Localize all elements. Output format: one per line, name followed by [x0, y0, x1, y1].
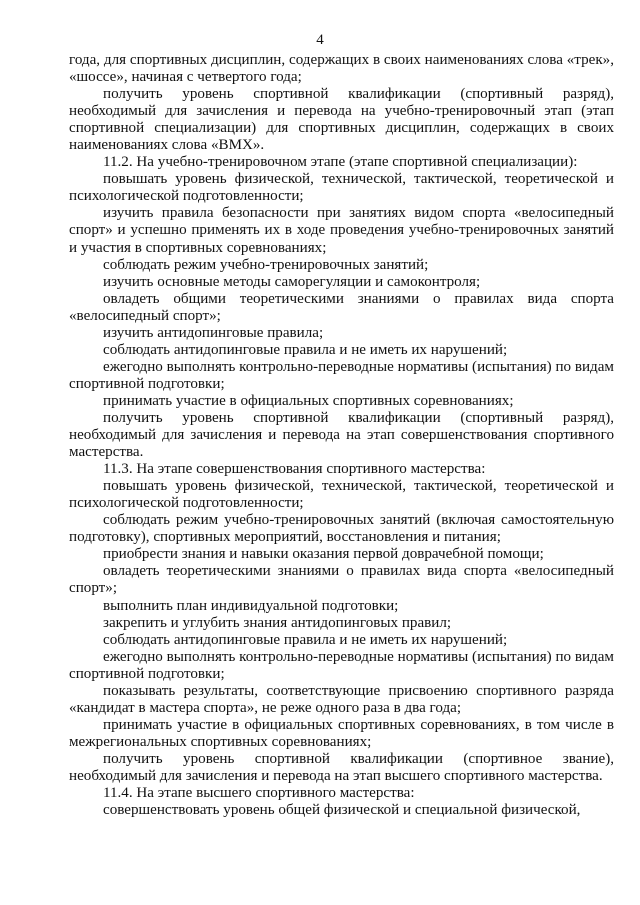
paragraph: овладеть общими теоретическими знаниями о правилах вида спорта «велосипедный спорт»;	[69, 290, 614, 324]
paragraph: соблюдать антидопинговые правила и не иметь их нарушений;	[103, 631, 508, 648]
section-heading: 11.3. На этапе совершенствования спортивного мастерства:	[103, 461, 486, 478]
paragraph: получить уровень спортивной квалификации (спортивный разряд), необходимый для зачисления и перевода на этап совершенствования спортивного мастерства.	[69, 409, 614, 461]
paragraph: изучить основные методы саморегуляции и самоконтроля;	[103, 273, 481, 290]
paragraph: приобрести знания и навыки оказания первой доврачебной помощи;	[103, 546, 544, 563]
section-heading: 11.2. На учебно-тренировочном этапе (этапе спортивной специализации):	[103, 154, 578, 171]
document-body	[69, 52, 614, 819]
paragraph: ежегодно выполнять контрольно-переводные нормативы (испытания) по видам спортивной подготовки;	[69, 648, 614, 682]
paragraph: совершенствовать уровень общей физической и специальной физической,	[103, 802, 581, 819]
paragraph: принимать участие в официальных спортивных соревнованиях;	[103, 392, 514, 409]
paragraph: выполнить план индивидуальной подготовки;	[103, 597, 399, 614]
paragraph: соблюдать антидопинговые правила и не иметь их нарушений;	[103, 341, 508, 358]
paragraph: соблюдать режим учебно-тренировочных занятий;	[103, 256, 429, 273]
paragraph: повышать уровень физической, технической, тактической, теоретической и психологической подготовленности;	[69, 478, 614, 512]
page-number: 4	[316, 32, 324, 48]
paragraph: повышать уровень физической, технической, тактической, теоретической и психологической подготовленности;	[69, 171, 614, 205]
paragraph: получить уровень спортивной квалификации (спортивный разряд), необходимый для зачисления и перевода на учебно-тренировочный этап (этап спортивной специализации) для спортивных дисциплин, содержащих в своих наименованиях слова «BMX».	[69, 86, 614, 154]
paragraph: года, для спортивных дисциплин, содержащих в своих наименованиях слова «трек», «шоссе», начиная с четвертого года;	[69, 52, 614, 86]
paragraph: изучить антидопинговые правила;	[103, 324, 324, 341]
paragraph: получить уровень спортивной квалификации (спортивное звание), необходимый для зачисления и перевода на этап высшего спортивного мастерства.	[69, 750, 614, 784]
paragraph: принимать участие в официальных спортивных соревнованиях, в том числе в межрегиональных спортивных соревнованиях;	[69, 716, 614, 750]
paragraph: закрепить и углубить знания антидопинговых правил;	[103, 614, 452, 631]
paragraph: изучить правила безопасности при занятиях видом спорта «велосипедный спорт» и успешно применять их в ходе проведения учебно-тренировочных занятий и участия в спортивных соревнованиях;	[69, 205, 614, 256]
paragraph: соблюдать режим учебно-тренировочных занятий (включая самостоятельную подготовку), спортивных мероприятий, восстановления и питания;	[69, 512, 614, 546]
paragraph: показывать результаты, соответствующие присвоению спортивного разряда «кандидат в мастера спорта», не реже одного раза в два года;	[69, 682, 614, 716]
paragraph: ежегодно выполнять контрольно-переводные нормативы (испытания) по видам спортивной подготовки;	[69, 358, 614, 392]
paragraph: овладеть теоретическими знаниями о правилах вида спорта «велосипедный спорт»;	[69, 563, 614, 597]
section-heading: 11.4. На этапе высшего спортивного мастерства:	[103, 785, 415, 802]
